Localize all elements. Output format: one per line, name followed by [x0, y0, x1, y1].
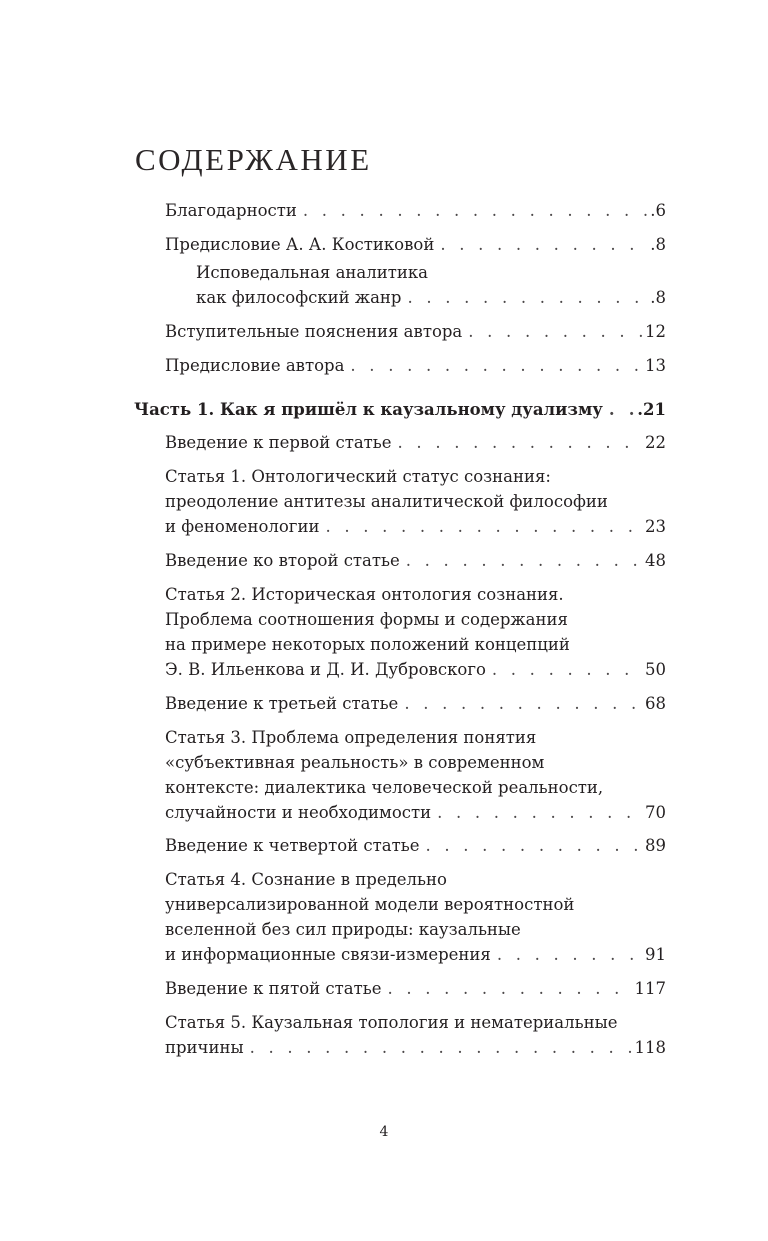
- dot-leader: [425, 833, 642, 858]
- toc-entry-title: как философский жанр: [196, 288, 402, 307]
- toc-entry-title: причины: [165, 1038, 244, 1057]
- toc-entry-title: «субъективная реальность» в современном: [165, 753, 545, 772]
- toc-entry[interactable]: [165, 691, 666, 716]
- toc-entry-title: Статья 4. Сознание в предельно: [165, 870, 447, 889]
- toc-entry-page: 117: [634, 979, 666, 998]
- toc-entry-title: универсализированной модели вероятностной: [165, 895, 575, 914]
- toc-entry-page: 118: [634, 1038, 666, 1057]
- page-title: СОДЕРЖАНИЕ: [135, 142, 372, 177]
- toc-entry-page: 89: [645, 836, 666, 855]
- toc-entry-title: Проблема соотношения формы и содержания: [165, 610, 568, 629]
- toc-entry[interactable]: [165, 582, 666, 682]
- toc-subentry[interactable]: [196, 260, 666, 310]
- toc-entry-title: Исповедальная аналитика: [196, 263, 428, 282]
- dot-leader: [437, 800, 642, 825]
- dot-leader: [350, 353, 642, 378]
- toc-entry-page: 23: [645, 517, 666, 536]
- toc-entry-page: .6: [650, 201, 666, 220]
- dot-leader: [468, 319, 642, 344]
- toc-entry[interactable]: [165, 548, 666, 573]
- toc-entry[interactable]: [165, 725, 666, 825]
- toc-entry-title: случайности и необходимости: [165, 803, 432, 822]
- toc-entry[interactable]: [165, 319, 666, 344]
- toc-entry-page: .8: [650, 288, 666, 307]
- toc-entry-page: 22: [645, 433, 666, 452]
- toc-entry-title: Введение к четвертой статье: [165, 836, 420, 855]
- dot-leader: [408, 285, 648, 310]
- dot-leader: [492, 657, 642, 682]
- toc-entry-title: Введение ко второй статье: [165, 551, 400, 570]
- dot-leader: [497, 942, 642, 967]
- toc-entry-title: Статья 5. Каузальная топология и нематериальные: [165, 1013, 618, 1032]
- toc-entry-title: Вступительные пояснения автора: [165, 322, 463, 341]
- toc-entry-page: .21: [637, 400, 666, 419]
- dot-leader: [387, 976, 631, 1001]
- toc-entry-title: Предисловие автора: [165, 356, 345, 375]
- toc-entry[interactable]: [165, 353, 666, 378]
- toc-entry-title: Часть 1. Как я пришёл к каузальному дуализму: [134, 400, 603, 419]
- dot-leader: [303, 198, 647, 223]
- dot-leader: [398, 430, 642, 455]
- dot-leader: [325, 514, 642, 539]
- toc-entry-title: преодоление антитезы аналитической философии: [165, 492, 608, 511]
- toc-entry-title: Статья 1. Онтологический статус сознания:: [165, 467, 551, 486]
- toc-entry-title: Введение к первой статье: [165, 433, 392, 452]
- toc-entry-title: и информационные связи-измерения: [165, 945, 491, 964]
- toc-entry[interactable]: [165, 833, 666, 858]
- dot-leader: [440, 232, 647, 257]
- toc-entry[interactable]: [165, 198, 666, 223]
- toc-entry-page: 91: [645, 945, 666, 964]
- toc-entry-title: вселенной без сил природы: каузальные: [165, 920, 521, 939]
- toc-entry-page: 50: [645, 660, 666, 679]
- toc-entry-page: 68: [645, 694, 666, 713]
- dot-leader: [404, 691, 642, 716]
- toc-entry-title: Э. В. Ильенкова и Д. И. Дубровского: [165, 660, 486, 679]
- dot-leader: [406, 548, 642, 573]
- toc-entry[interactable]: [165, 232, 666, 257]
- toc-entry-title: Благодарности: [165, 201, 297, 220]
- toc-entry[interactable]: [165, 464, 666, 539]
- toc-entry-page: .8: [650, 235, 666, 254]
- toc-entry-title: Введение к третьей статье: [165, 694, 399, 713]
- toc-entry-title: и феноменологии: [165, 517, 320, 536]
- toc-entry-page: 13: [645, 356, 666, 375]
- toc-entry[interactable]: [165, 867, 666, 967]
- toc-entry-title: контексте: диалектика человеческой реальности,: [165, 778, 604, 797]
- toc-entry[interactable]: [165, 976, 666, 1001]
- toc-entry-title: Статья 3. Проблема определения понятия: [165, 728, 537, 747]
- toc-entry-page: 12: [645, 322, 666, 341]
- toc-part-heading[interactable]: [134, 397, 666, 422]
- toc-entry-title: Предисловие А. А. Костиковой: [165, 235, 435, 254]
- toc-entry[interactable]: [165, 1010, 666, 1060]
- toc-entry-page: 48: [645, 551, 666, 570]
- dot-leader: [609, 397, 634, 422]
- toc-entry-title: Статья 2. Историческая онтология сознания.: [165, 585, 564, 604]
- toc-entry[interactable]: [165, 430, 666, 455]
- page-number: 4: [379, 1124, 389, 1140]
- toc-entry-page: 70: [645, 803, 666, 822]
- toc-entry-title: на примере некоторых положений концепций: [165, 635, 570, 654]
- dot-leader: [250, 1035, 632, 1060]
- toc-entry-title: Введение к пятой статье: [165, 979, 382, 998]
